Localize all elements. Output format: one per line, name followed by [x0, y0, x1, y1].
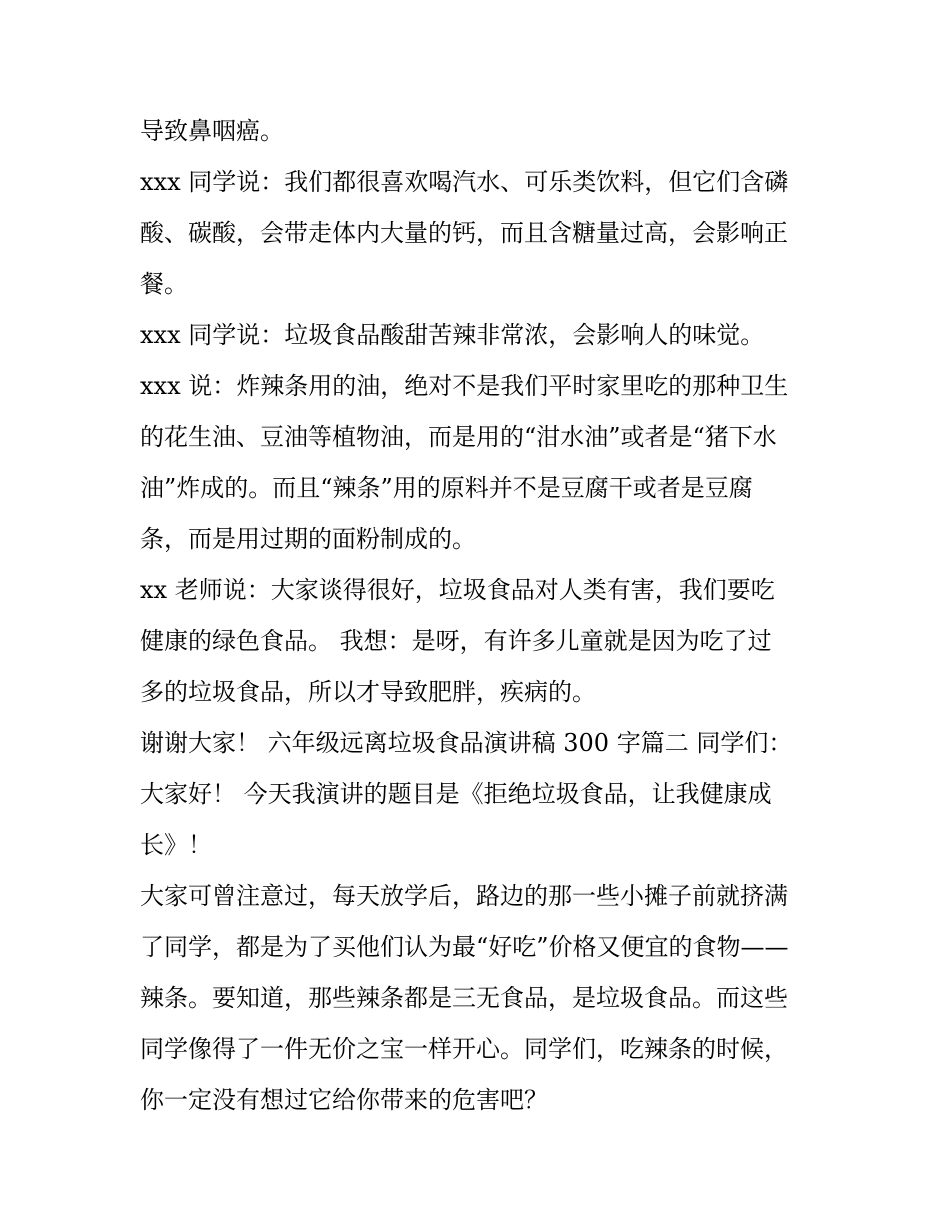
text-line: xxx 同学说：我们都很喜欢喝汽水、可乐类饮料，但它们含磷: [140, 168, 789, 196]
text-line: 长》！: [140, 831, 212, 859]
text-line: 你一定没有想过它给你带来的危害吧？: [140, 1086, 548, 1114]
text-line: 导致鼻咽癌。: [140, 117, 284, 145]
document-body: [140, 106, 820, 1126]
text-line: 大家好！ 今天我演讲的题目是《拒绝垃圾食品，让我健康成: [140, 780, 772, 808]
text-line: xxx 说：炸辣条用的油，绝对不是我们平时家里吃的那种卫生: [140, 372, 789, 400]
text-line: 辣条。要知道，那些辣条都是三无食品，是垃圾食品。而这些: [140, 984, 788, 1012]
text-line: 同学像得了一件无价之宝一样开心。同学们，吃辣条的时候，: [140, 1035, 788, 1063]
text-line: 大家可曾注意过，每天放学后，路边的那一些小摊子前就挤满: [140, 882, 788, 910]
text-line: 了同学，都是为了买他们认为最“好吃”价格又便宜的食物——: [140, 933, 789, 961]
text-line: 多的垃圾食品，所以才导致肥胖，疾病的。: [140, 678, 596, 706]
text-line: 条，而是用过期的面粉制成的。: [140, 525, 476, 553]
text-line: xx 老师说：大家谈得很好，垃圾食品对人类有害，我们要吃: [140, 576, 775, 604]
text-line: 健康的绿色食品。 我想：是呀，有许多儿童就是因为吃了过: [140, 627, 772, 655]
text-line: xxx 同学说：垃圾食品酸甜苦辣非常浓，会影响人的味觉。: [140, 321, 765, 349]
text-line: 酸、碳酸，会带走体内大量的钙，而且含糖量过高，会影响正: [140, 219, 788, 247]
text-line: 的花生油、豆油等植物油，而是用的“泔水油”或者是“猪下水: [140, 423, 777, 451]
text-line: 油”炸成的。而且“辣条”用的原料并不是豆腐干或者是豆腐: [140, 474, 753, 502]
text-line: 谢谢大家！ 六年级远离垃圾食品演讲稿 300 字篇二 同学们：: [140, 729, 793, 757]
text-line: 餐。: [140, 270, 188, 298]
